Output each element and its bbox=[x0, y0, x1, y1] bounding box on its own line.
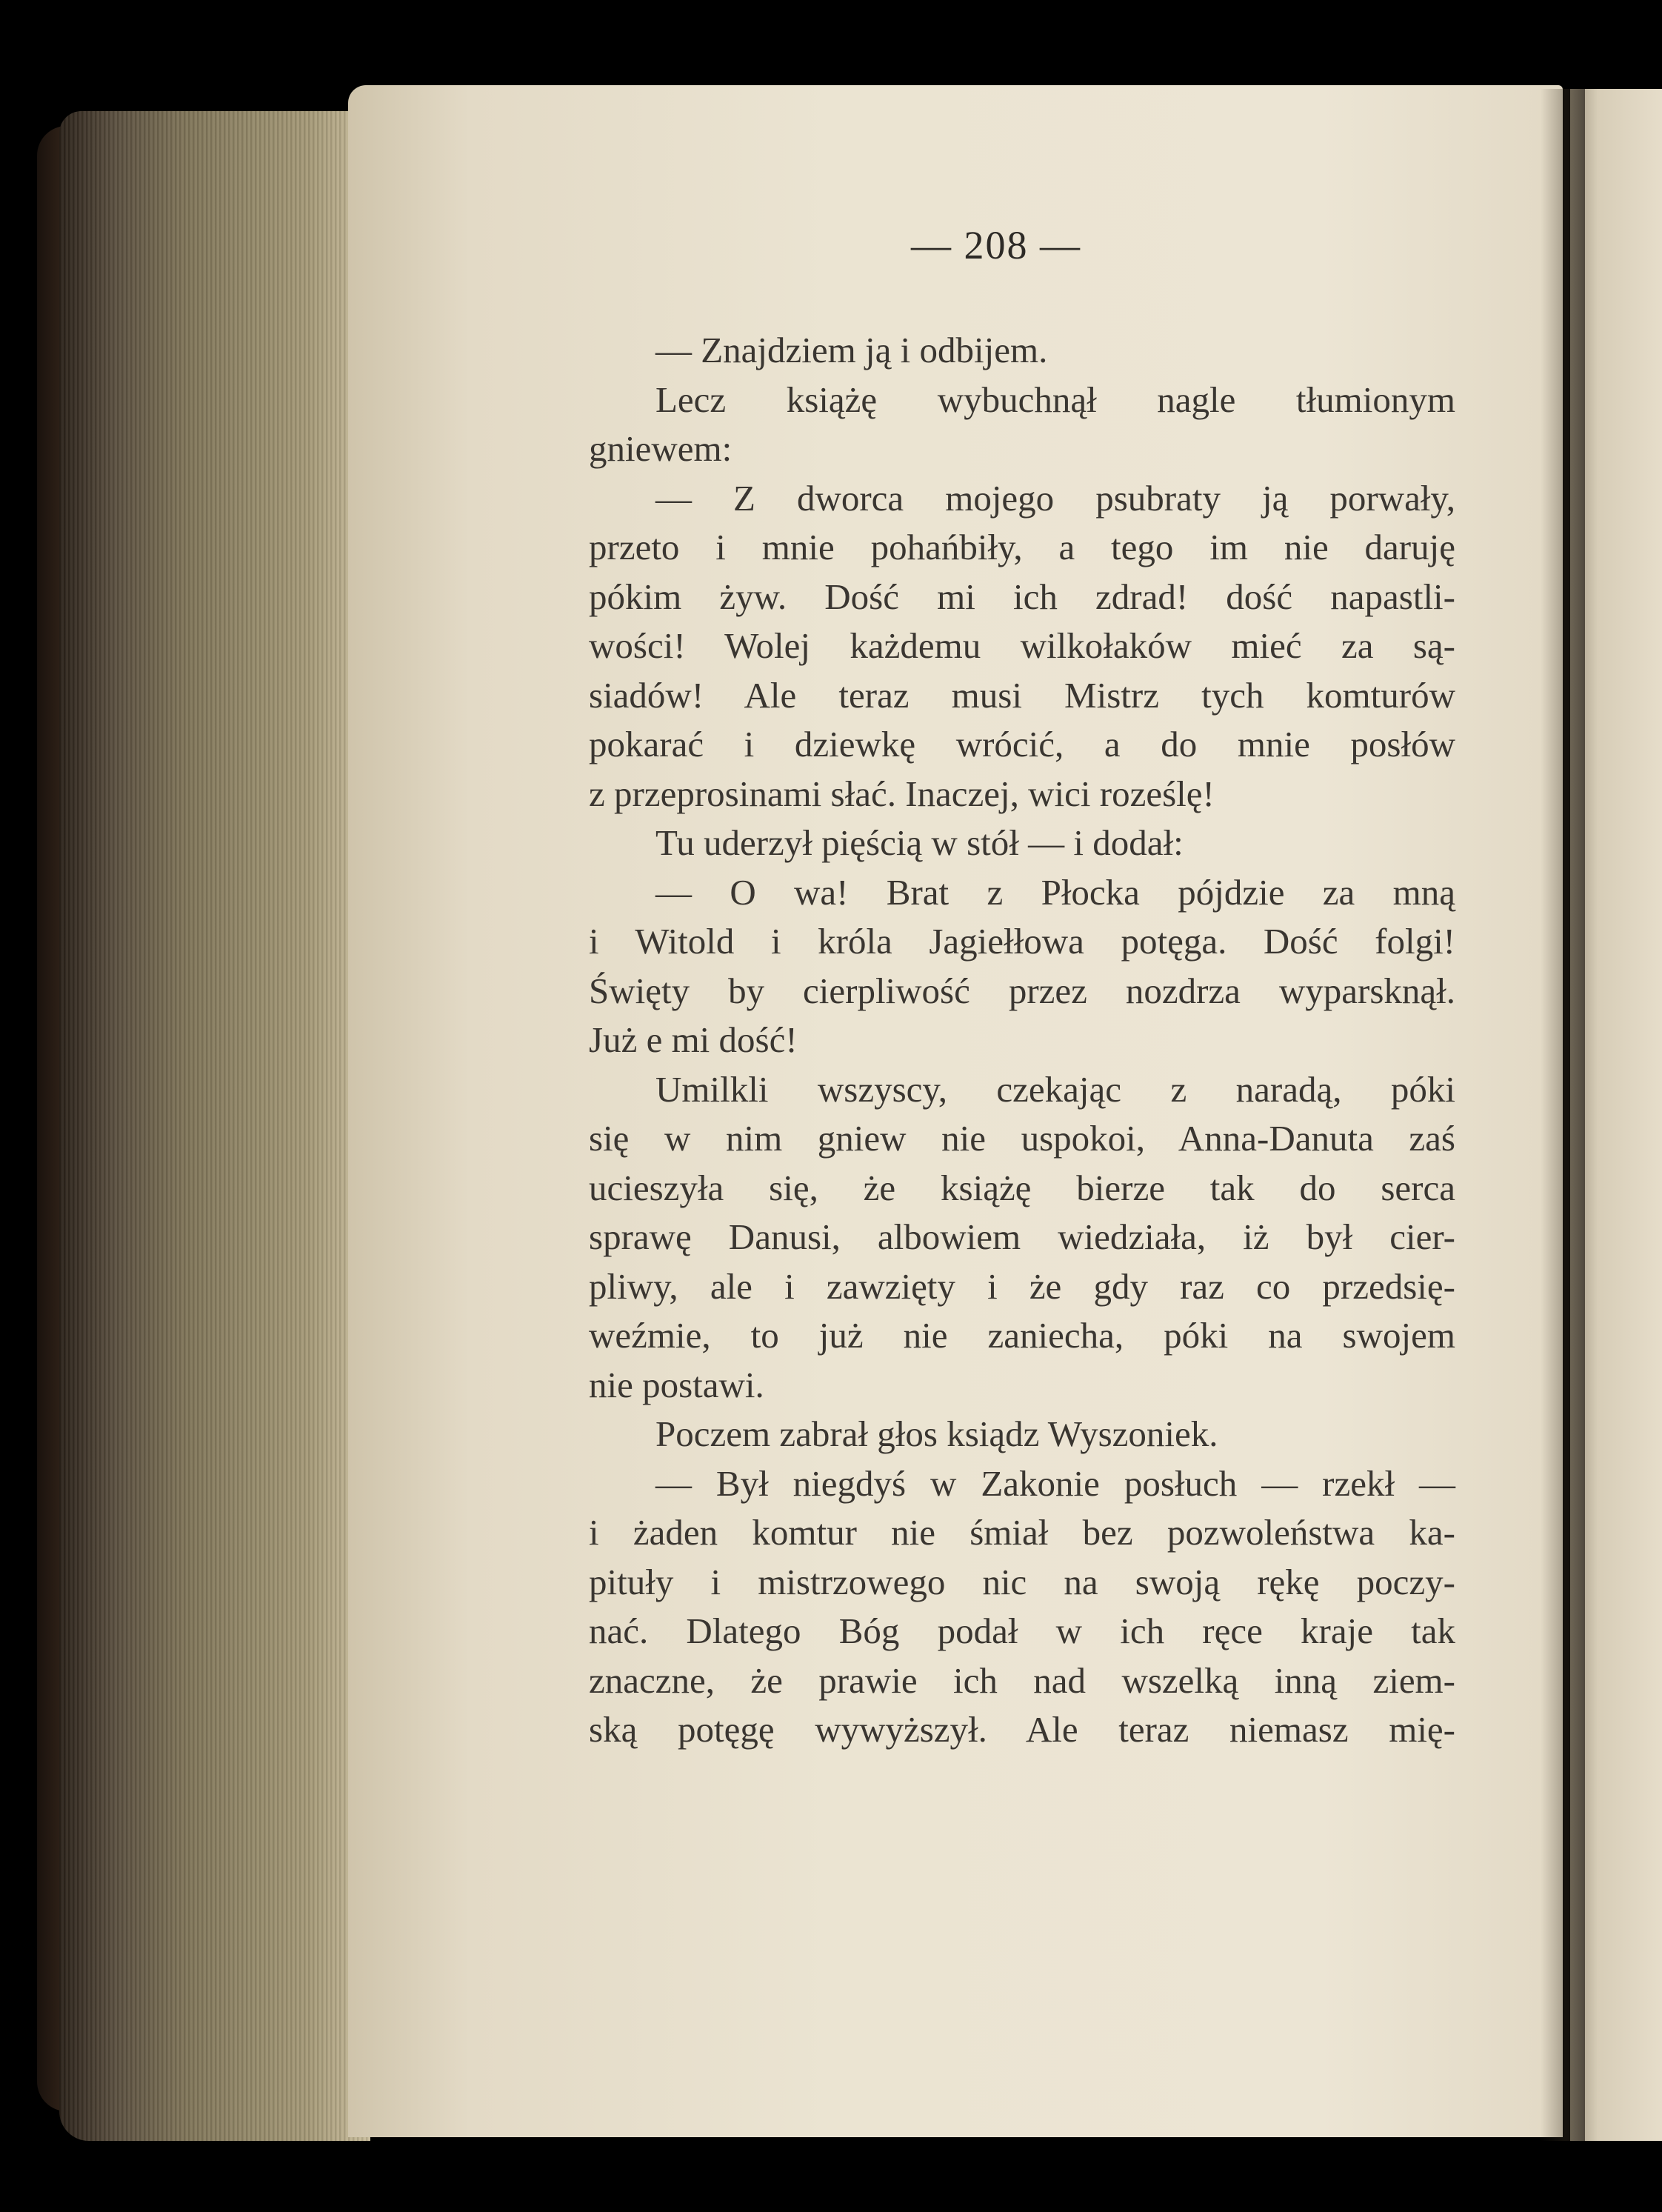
text-line: i żaden komtur nie śmiał bez pozwoleństwa ka- bbox=[589, 1512, 1455, 1553]
text-line: Poczem zabrał głos ksiądz Wyszoniek. bbox=[655, 1413, 1218, 1454]
text-line: sprawę Danusi, albowiem wiedziała, iż był cier- bbox=[589, 1216, 1455, 1257]
page-text bbox=[589, 326, 1455, 1755]
text-line: pókim żyw. Dość mi ich zdrad! dość napastli- bbox=[589, 576, 1455, 617]
page-number: — 208 — bbox=[911, 223, 1081, 267]
page-edges bbox=[59, 111, 370, 2141]
text-line: ucieszyła się, że książę bierze tak do serca bbox=[589, 1167, 1455, 1208]
text-line: ską potęgę wywyższył. Ale teraz niemasz mię- bbox=[589, 1709, 1455, 1750]
text-line: znaczne, że prawie ich nad wszelką inną ziem- bbox=[589, 1659, 1455, 1701]
page-gutter-shadow bbox=[1541, 89, 1585, 2141]
text-line: wości! Wolej każdemu wilkołaków mieć za są- bbox=[589, 625, 1455, 666]
text-line: Tu uderzył pięścią w stół — i dodał: bbox=[655, 822, 1184, 863]
text-line: siadów! Ale teraz musi Mistrz tych komturów bbox=[589, 674, 1455, 716]
text-line: — O wa! Brat z Płocka pójdzie za mną bbox=[655, 871, 1455, 913]
text-line: weźmie, to już nie zaniecha, póki na swojem bbox=[589, 1315, 1455, 1356]
text-line: Lecz książę wybuchnął nagle tłumionym bbox=[655, 379, 1455, 420]
text-line: Już e mi dość! bbox=[589, 1019, 798, 1060]
text-line: się w nim gniew nie uspokoi, Anna-Danuta zaś bbox=[589, 1118, 1455, 1159]
text-line: i Witold i króla Jagiełłowa potęga. Dość folgi! bbox=[589, 921, 1455, 962]
text-line: Święty by cierpliwość przez nozdrza wyparsknął. bbox=[589, 970, 1455, 1011]
text-line: nać. Dlatego Bóg podał w ich ręce kraje tak bbox=[589, 1610, 1455, 1651]
text-line: Umilkli wszyscy, czekając z naradą, póki bbox=[655, 1068, 1455, 1110]
text-line: gniewem: bbox=[589, 428, 732, 469]
text-line: pokarać i dziewkę wrócić, a do mnie posłów bbox=[589, 724, 1455, 764]
text-line: nie postawi. bbox=[589, 1364, 764, 1405]
text-line: z przeprosinami słać. Inaczej, wici roześlę! bbox=[589, 773, 1215, 814]
text-line: — Z dworca mojego psubraty ją porwały, bbox=[655, 477, 1455, 519]
text-line: pituły i mistrzowego nic na swoją rękę poczy- bbox=[589, 1561, 1455, 1602]
text-line: przeto i mnie pohańbiły, a tego im nie daruję bbox=[589, 527, 1455, 567]
text-line: — Był niegdyś w Zakonie posłuch — rzekł — bbox=[655, 1462, 1455, 1504]
text-line: — Znajdziem ją i odbijem. bbox=[655, 330, 1048, 370]
text-line: pliwy, ale i zawzięty i że gdy raz co przedsię- bbox=[589, 1265, 1455, 1307]
